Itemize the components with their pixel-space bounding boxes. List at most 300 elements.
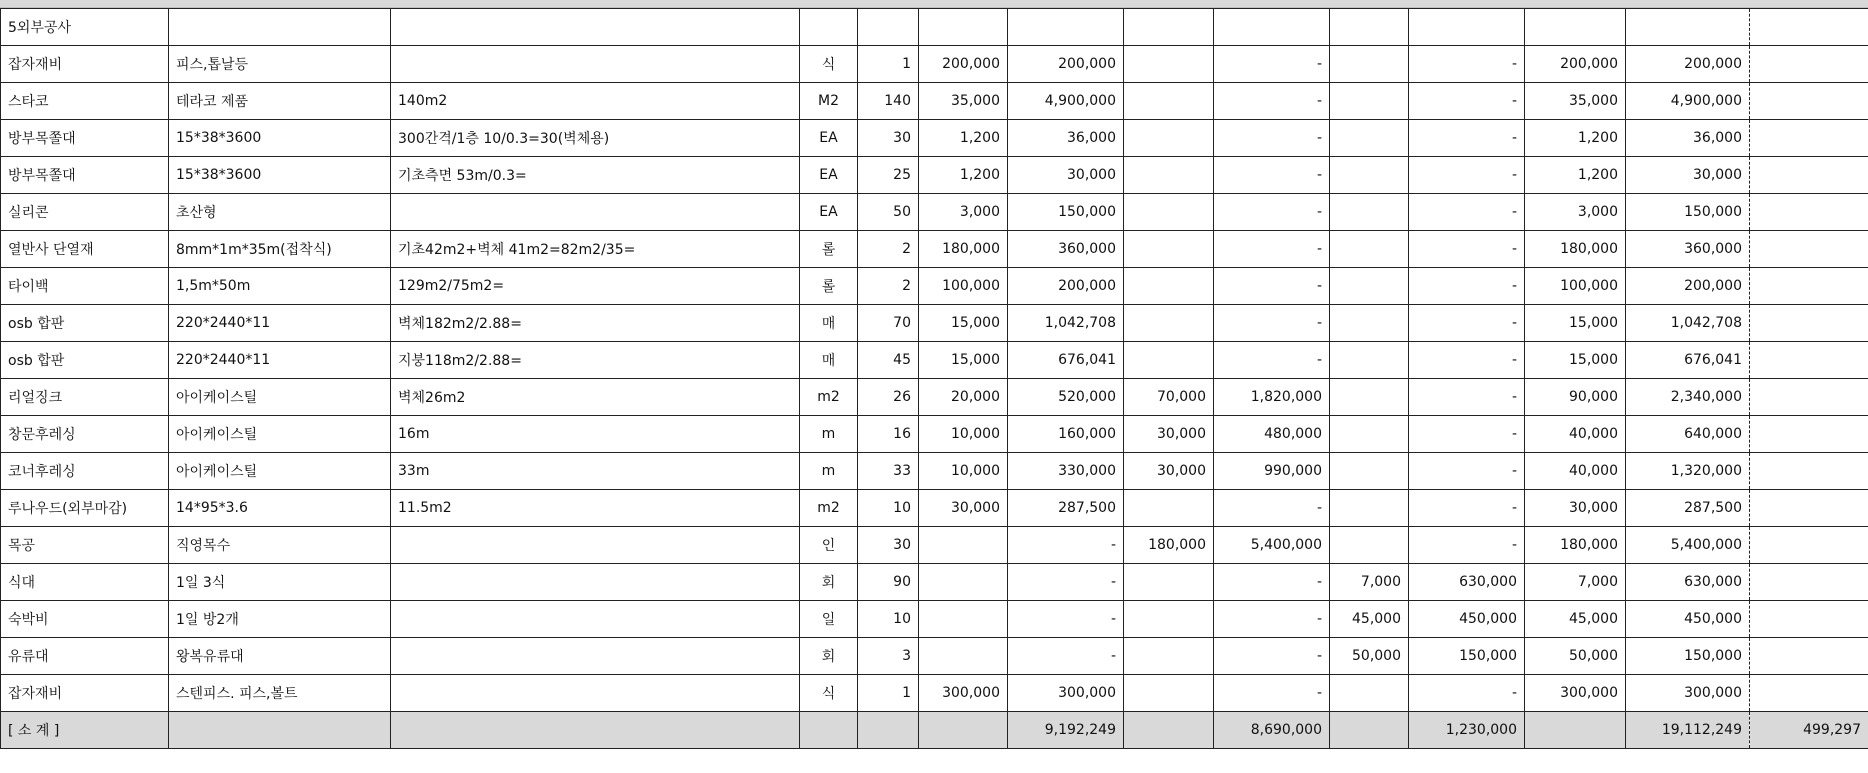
cell-extra[interactable]: [1750, 194, 1868, 231]
cell-labor-amount[interactable]: -: [1214, 638, 1330, 675]
cell-extra[interactable]: [1750, 564, 1868, 601]
table-row: [1, 564, 1868, 601]
cell-total-unit-price[interactable]: 1,200: [1525, 157, 1626, 194]
table-cell[interactable]: [1124, 9, 1214, 46]
cell-spec[interactable]: 초산형: [169, 194, 391, 231]
table-cell[interactable]: [169, 9, 391, 46]
cell-labor-unit-price[interactable]: [1124, 83, 1214, 120]
cell-extra[interactable]: [1750, 675, 1868, 712]
cell-labor-amount[interactable]: -: [1214, 194, 1330, 231]
cell-extra[interactable]: [1750, 601, 1868, 638]
table-cell[interactable]: [1008, 9, 1124, 46]
cell-note[interactable]: 기초측면 53m/0.3=: [391, 157, 800, 194]
cell-expense-amount[interactable]: -: [1409, 379, 1525, 416]
cell-note[interactable]: 지붕118m2/2.88=: [391, 342, 800, 379]
cell-note[interactable]: 16m: [391, 416, 800, 453]
cell-material-amount[interactable]: 360,000: [1008, 231, 1124, 268]
cell-item-name[interactable]: osb 합판: [1, 342, 169, 379]
cell-material-unit-price[interactable]: 1,200: [919, 120, 1008, 157]
subtotal-label[interactable]: [ 소 계 ]: [1, 712, 169, 749]
table-cell[interactable]: [1330, 9, 1409, 46]
cell-total-unit-price[interactable]: 40,000: [1525, 416, 1626, 453]
subtotal-expense-amount[interactable]: 1,230,000: [1409, 712, 1525, 749]
cell-note[interactable]: 벽체182m2/2.88=: [391, 305, 800, 342]
cell-labor-unit-price[interactable]: [1124, 564, 1214, 601]
table-cell[interactable]: [858, 9, 919, 46]
cell-spec[interactable]: 14*95*3.6: [169, 490, 391, 527]
cell-item-name[interactable]: 루나우드(외부마감): [1, 490, 169, 527]
cell-material-unit-price[interactable]: [919, 564, 1008, 601]
cell-expense-unit-price[interactable]: [1330, 453, 1409, 490]
cell-extra[interactable]: [1750, 268, 1868, 305]
previous-row-strip: [0, 0, 1868, 8]
cell-expense-unit-price[interactable]: [1330, 379, 1409, 416]
cell-note[interactable]: [391, 601, 800, 638]
table-cell[interactable]: [1525, 9, 1626, 46]
cell-material-amount[interactable]: 30,000: [1008, 157, 1124, 194]
cell-labor-amount[interactable]: -: [1214, 490, 1330, 527]
cell-material-amount[interactable]: 200,000: [1008, 46, 1124, 83]
cell-extra[interactable]: [1750, 527, 1868, 564]
cell-item-name[interactable]: 유류대: [1, 638, 169, 675]
cell-material-amount[interactable]: 200,000: [1008, 268, 1124, 305]
cell-quantity[interactable]: 26: [858, 379, 919, 416]
cell-unit[interactable]: 롤: [800, 268, 858, 305]
cell-quantity[interactable]: 2: [858, 268, 919, 305]
cell-item-name[interactable]: 잡자재비: [1, 46, 169, 83]
cell-extra[interactable]: [1750, 305, 1868, 342]
cell-expense-unit-price[interactable]: [1330, 490, 1409, 527]
cell-total-amount[interactable]: 2,340,000: [1626, 379, 1750, 416]
cell-unit[interactable]: 회: [800, 638, 858, 675]
cell-expense-unit-price[interactable]: [1330, 231, 1409, 268]
cell-expense-unit-price[interactable]: [1330, 675, 1409, 712]
cell-extra[interactable]: [1750, 120, 1868, 157]
cell-labor-unit-price[interactable]: 180,000: [1124, 527, 1214, 564]
table-row: [1, 83, 1868, 120]
cell-total-amount[interactable]: 1,042,708: [1626, 305, 1750, 342]
cell-item-name[interactable]: 목공: [1, 527, 169, 564]
cell-quantity[interactable]: 3: [858, 638, 919, 675]
subtotal-quantity[interactable]: [858, 712, 919, 749]
cell-material-amount[interactable]: -: [1008, 638, 1124, 675]
cell-material-unit-price[interactable]: 20,000: [919, 379, 1008, 416]
cell-total-unit-price[interactable]: 300,000: [1525, 675, 1626, 712]
cell-expense-unit-price[interactable]: [1330, 157, 1409, 194]
cell-total-unit-price[interactable]: 90,000: [1525, 379, 1626, 416]
cell-total-amount[interactable]: 30,000: [1626, 157, 1750, 194]
cell-note[interactable]: [391, 194, 800, 231]
cell-labor-amount[interactable]: -: [1214, 305, 1330, 342]
cell-material-amount[interactable]: -: [1008, 601, 1124, 638]
cell-labor-unit-price[interactable]: [1124, 305, 1214, 342]
cell-note[interactable]: 129m2/75m2=: [391, 268, 800, 305]
cell-labor-unit-price[interactable]: [1124, 601, 1214, 638]
cell-labor-amount[interactable]: -: [1214, 268, 1330, 305]
cell-expense-amount[interactable]: -: [1409, 120, 1525, 157]
cell-expense-unit-price[interactable]: [1330, 194, 1409, 231]
cell-expense-amount[interactable]: -: [1409, 453, 1525, 490]
cell-expense-amount[interactable]: -: [1409, 305, 1525, 342]
cell-quantity[interactable]: 1: [858, 675, 919, 712]
cell-expense-unit-price[interactable]: 50,000: [1330, 638, 1409, 675]
cell-note[interactable]: 33m: [391, 453, 800, 490]
cell-total-amount[interactable]: 360,000: [1626, 231, 1750, 268]
cell-material-unit-price[interactable]: [919, 601, 1008, 638]
subtotal-expense-unit-price[interactable]: [1330, 712, 1409, 749]
cell-total-unit-price[interactable]: 100,000: [1525, 268, 1626, 305]
table-row: [1, 601, 1868, 638]
table-cell[interactable]: [1750, 9, 1868, 46]
cell-unit[interactable]: m2: [800, 490, 858, 527]
cell-unit[interactable]: 매: [800, 342, 858, 379]
cell-extra[interactable]: [1750, 490, 1868, 527]
cell-note[interactable]: [391, 46, 800, 83]
cell-extra[interactable]: [1750, 46, 1868, 83]
table-row: [1, 675, 1868, 712]
cell-expense-unit-price[interactable]: [1330, 342, 1409, 379]
cell-quantity[interactable]: 70: [858, 305, 919, 342]
cell-unit[interactable]: m2: [800, 379, 858, 416]
cell-unit[interactable]: 일: [800, 601, 858, 638]
cell-unit[interactable]: EA: [800, 157, 858, 194]
cell-total-unit-price[interactable]: 15,000: [1525, 305, 1626, 342]
cell-material-amount[interactable]: 36,000: [1008, 120, 1124, 157]
subtotal-spec[interactable]: [169, 712, 391, 749]
cell-note[interactable]: 140m2: [391, 83, 800, 120]
cell-expense-unit-price[interactable]: [1330, 120, 1409, 157]
cell-labor-unit-price[interactable]: 30,000: [1124, 416, 1214, 453]
cell-material-unit-price[interactable]: 180,000: [919, 231, 1008, 268]
subtotal-labor-amount[interactable]: 8,690,000: [1214, 712, 1330, 749]
cell-expense-amount[interactable]: -: [1409, 675, 1525, 712]
cell-expense-amount[interactable]: -: [1409, 342, 1525, 379]
cell-item-name[interactable]: 리얼징크: [1, 379, 169, 416]
cell-extra[interactable]: [1750, 83, 1868, 120]
cell-labor-amount[interactable]: -: [1214, 83, 1330, 120]
table-cell[interactable]: [919, 9, 1008, 46]
estimate-table: [0, 8, 1868, 749]
table-row: [1, 342, 1868, 379]
cell-material-amount[interactable]: 150,000: [1008, 194, 1124, 231]
cell-total-amount[interactable]: 200,000: [1626, 46, 1750, 83]
cell-expense-amount[interactable]: -: [1409, 194, 1525, 231]
cell-material-unit-price[interactable]: 15,000: [919, 305, 1008, 342]
cell-material-unit-price[interactable]: [919, 527, 1008, 564]
cell-labor-amount[interactable]: -: [1214, 675, 1330, 712]
cell-spec[interactable]: 15*38*3600: [169, 120, 391, 157]
cell-material-amount[interactable]: 676,041: [1008, 342, 1124, 379]
cell-spec[interactable]: 피스,톱날등: [169, 46, 391, 83]
cell-unit[interactable]: 롤: [800, 231, 858, 268]
cell-note[interactable]: 300간격/1층 10/0.3=30(벽체용): [391, 120, 800, 157]
table-cell[interactable]: [1214, 9, 1330, 46]
subtotal-material-unit-price[interactable]: [919, 712, 1008, 749]
cell-material-amount[interactable]: 4,900,000: [1008, 83, 1124, 120]
subtotal-total-unit-price[interactable]: [1525, 712, 1626, 749]
cell-labor-amount[interactable]: 480,000: [1214, 416, 1330, 453]
subtotal-labor-unit-price[interactable]: [1124, 712, 1214, 749]
cell-unit[interactable]: 매: [800, 305, 858, 342]
table-cell[interactable]: [391, 9, 800, 46]
cell-spec[interactable]: 테라코 제품: [169, 83, 391, 120]
cell-labor-unit-price[interactable]: [1124, 231, 1214, 268]
cell-spec[interactable]: 아이케이스틸: [169, 453, 391, 490]
cell-extra[interactable]: [1750, 416, 1868, 453]
cell-note[interactable]: 기초42m2+벽체 41m2=82m2/35=: [391, 231, 800, 268]
cell-spec[interactable]: 220*2440*11: [169, 305, 391, 342]
cell-expense-unit-price[interactable]: [1330, 527, 1409, 564]
cell-labor-unit-price[interactable]: [1124, 638, 1214, 675]
cell-quantity[interactable]: 140: [858, 83, 919, 120]
cell-material-unit-price[interactable]: 200,000: [919, 46, 1008, 83]
cell-expense-unit-price[interactable]: [1330, 268, 1409, 305]
cell-total-amount[interactable]: 630,000: [1626, 564, 1750, 601]
cell-expense-amount[interactable]: -: [1409, 83, 1525, 120]
subtotal-row: [1, 712, 1868, 749]
cell-item-name[interactable]: osb 합판: [1, 305, 169, 342]
table-cell[interactable]: [1626, 9, 1750, 46]
cell-quantity[interactable]: 2: [858, 231, 919, 268]
cell-expense-amount[interactable]: -: [1409, 490, 1525, 527]
cell-labor-unit-price[interactable]: [1124, 157, 1214, 194]
cell-labor-amount[interactable]: -: [1214, 120, 1330, 157]
cell-note[interactable]: [391, 675, 800, 712]
cell-quantity[interactable]: 25: [858, 157, 919, 194]
cell-total-amount[interactable]: 150,000: [1626, 638, 1750, 675]
cell-item-name[interactable]: 타이백: [1, 268, 169, 305]
cell-unit[interactable]: EA: [800, 194, 858, 231]
cell-labor-unit-price[interactable]: 70,000: [1124, 379, 1214, 416]
cell-unit[interactable]: m: [800, 453, 858, 490]
cell-spec[interactable]: 1일 방2개: [169, 601, 391, 638]
cell-item-name[interactable]: 스타코: [1, 83, 169, 120]
cell-note[interactable]: [391, 527, 800, 564]
cell-quantity[interactable]: 30: [858, 120, 919, 157]
cell-total-amount[interactable]: 5,400,000: [1626, 527, 1750, 564]
cell-spec[interactable]: 스텐피스. 피스,볼트: [169, 675, 391, 712]
cell-expense-amount[interactable]: -: [1409, 46, 1525, 83]
cell-material-amount[interactable]: 160,000: [1008, 416, 1124, 453]
cell-labor-amount[interactable]: 990,000: [1214, 453, 1330, 490]
cell-spec[interactable]: 220*2440*11: [169, 342, 391, 379]
cell-expense-unit-price[interactable]: 7,000: [1330, 564, 1409, 601]
section-title-row: [1, 9, 1868, 46]
cell-material-unit-price[interactable]: 30,000: [919, 490, 1008, 527]
cell-spec[interactable]: 왕복유류대: [169, 638, 391, 675]
table-row: [1, 46, 1868, 83]
cell-unit[interactable]: 인: [800, 527, 858, 564]
subtotal-unit[interactable]: [800, 712, 858, 749]
table-row: [1, 120, 1868, 157]
cell-total-unit-price[interactable]: 35,000: [1525, 83, 1626, 120]
cell-material-unit-price[interactable]: 15,000: [919, 342, 1008, 379]
cell-labor-unit-price[interactable]: [1124, 490, 1214, 527]
cell-total-amount[interactable]: 150,000: [1626, 194, 1750, 231]
cell-item-name[interactable]: 실리콘: [1, 194, 169, 231]
cell-spec[interactable]: 1,5m*50m: [169, 268, 391, 305]
cell-extra[interactable]: [1750, 638, 1868, 675]
cell-item-name[interactable]: 방부목쫄대: [1, 157, 169, 194]
cell-total-unit-price[interactable]: 30,000: [1525, 490, 1626, 527]
cell-expense-amount[interactable]: -: [1409, 231, 1525, 268]
cell-extra[interactable]: [1750, 379, 1868, 416]
cell-material-unit-price[interactable]: 100,000: [919, 268, 1008, 305]
cell-total-unit-price[interactable]: 15,000: [1525, 342, 1626, 379]
cell-material-unit-price[interactable]: 3,000: [919, 194, 1008, 231]
cell-total-amount[interactable]: 36,000: [1626, 120, 1750, 157]
cell-labor-amount[interactable]: 5,400,000: [1214, 527, 1330, 564]
cell-quantity[interactable]: 90: [858, 564, 919, 601]
cell-expense-unit-price[interactable]: [1330, 46, 1409, 83]
cell-labor-unit-price[interactable]: [1124, 675, 1214, 712]
cell-spec[interactable]: 직영목수: [169, 527, 391, 564]
cell-total-amount[interactable]: 450,000: [1626, 601, 1750, 638]
cell-material-amount[interactable]: 520,000: [1008, 379, 1124, 416]
cell-material-unit-price[interactable]: 1,200: [919, 157, 1008, 194]
cell-quantity[interactable]: 10: [858, 601, 919, 638]
subtotal-material-amount[interactable]: 9,192,249: [1008, 712, 1124, 749]
table-row: [1, 416, 1868, 453]
cell-quantity[interactable]: 30: [858, 527, 919, 564]
cell-expense-amount[interactable]: 630,000: [1409, 564, 1525, 601]
cell-material-unit-price[interactable]: [919, 638, 1008, 675]
cell-labor-unit-price[interactable]: [1124, 342, 1214, 379]
table-cell[interactable]: [800, 9, 858, 46]
cell-quantity[interactable]: 33: [858, 453, 919, 490]
cell-unit[interactable]: EA: [800, 120, 858, 157]
cell-quantity[interactable]: 1: [858, 46, 919, 83]
cell-item-name[interactable]: 창문후레싱: [1, 416, 169, 453]
cell-item-name[interactable]: 방부목쫄대: [1, 120, 169, 157]
cell-note[interactable]: 11.5m2: [391, 490, 800, 527]
cell-labor-unit-price[interactable]: 30,000: [1124, 453, 1214, 490]
cell-material-amount[interactable]: 1,042,708: [1008, 305, 1124, 342]
cell-labor-unit-price[interactable]: [1124, 268, 1214, 305]
cell-unit[interactable]: 식: [800, 46, 858, 83]
cell-quantity[interactable]: 10: [858, 490, 919, 527]
cell-material-unit-price[interactable]: 10,000: [919, 416, 1008, 453]
cell-labor-amount[interactable]: -: [1214, 601, 1330, 638]
cell-labor-amount[interactable]: -: [1214, 46, 1330, 83]
cell-total-amount[interactable]: 1,320,000: [1626, 453, 1750, 490]
cell-unit[interactable]: m: [800, 416, 858, 453]
cell-material-unit-price[interactable]: 35,000: [919, 83, 1008, 120]
cell-extra[interactable]: [1750, 342, 1868, 379]
cell-item-name[interactable]: 숙박비: [1, 601, 169, 638]
cell-total-unit-price[interactable]: 45,000: [1525, 601, 1626, 638]
cell-total-amount[interactable]: 676,041: [1626, 342, 1750, 379]
cell-spec[interactable]: 아이케이스틸: [169, 379, 391, 416]
section-title[interactable]: 5외부공사: [1, 9, 169, 46]
subtotal-total-amount[interactable]: 19,112,249: [1626, 712, 1750, 749]
cell-item-name[interactable]: 열반사 단열재: [1, 231, 169, 268]
cell-labor-amount[interactable]: 1,820,000: [1214, 379, 1330, 416]
cell-material-amount[interactable]: -: [1008, 527, 1124, 564]
cell-item-name[interactable]: 잡자재비: [1, 675, 169, 712]
cell-quantity[interactable]: 16: [858, 416, 919, 453]
table-row: [1, 194, 1868, 231]
cell-labor-unit-price[interactable]: [1124, 194, 1214, 231]
cell-extra[interactable]: [1750, 453, 1868, 490]
cell-total-unit-price[interactable]: 7,000: [1525, 564, 1626, 601]
cell-labor-amount[interactable]: -: [1214, 157, 1330, 194]
cell-spec[interactable]: 아이케이스틸: [169, 416, 391, 453]
subtotal-extra[interactable]: 499,297: [1750, 712, 1868, 749]
cell-total-amount[interactable]: 287,500: [1626, 490, 1750, 527]
cell-spec[interactable]: 15*38*3600: [169, 157, 391, 194]
cell-note[interactable]: [391, 638, 800, 675]
cell-spec[interactable]: 8mm*1m*35m(접착식): [169, 231, 391, 268]
cell-expense-amount[interactable]: -: [1409, 268, 1525, 305]
table-row: [1, 231, 1868, 268]
table-row: [1, 453, 1868, 490]
cell-material-amount[interactable]: 287,500: [1008, 490, 1124, 527]
cell-expense-unit-price[interactable]: [1330, 416, 1409, 453]
cell-spec[interactable]: 1일 3식: [169, 564, 391, 601]
cell-note[interactable]: 벽체26m2: [391, 379, 800, 416]
cell-quantity[interactable]: 45: [858, 342, 919, 379]
cell-note[interactable]: [391, 564, 800, 601]
cell-material-amount[interactable]: -: [1008, 564, 1124, 601]
cell-expense-amount[interactable]: -: [1409, 527, 1525, 564]
cell-total-amount[interactable]: 200,000: [1626, 268, 1750, 305]
cell-extra[interactable]: [1750, 157, 1868, 194]
table-row: [1, 305, 1868, 342]
cell-unit[interactable]: 회: [800, 564, 858, 601]
cell-expense-amount[interactable]: 450,000: [1409, 601, 1525, 638]
cell-labor-unit-price[interactable]: [1124, 46, 1214, 83]
cell-total-unit-price[interactable]: 40,000: [1525, 453, 1626, 490]
cell-total-unit-price[interactable]: 50,000: [1525, 638, 1626, 675]
cell-expense-unit-price[interactable]: [1330, 305, 1409, 342]
cell-total-unit-price[interactable]: 180,000: [1525, 231, 1626, 268]
cell-expense-unit-price[interactable]: [1330, 83, 1409, 120]
cell-unit[interactable]: M2: [800, 83, 858, 120]
cell-material-amount[interactable]: 330,000: [1008, 453, 1124, 490]
cell-total-unit-price[interactable]: 180,000: [1525, 527, 1626, 564]
cell-item-name[interactable]: 코너후레싱: [1, 453, 169, 490]
table-cell[interactable]: [1409, 9, 1525, 46]
cell-expense-amount[interactable]: 150,000: [1409, 638, 1525, 675]
cell-total-unit-price[interactable]: 200,000: [1525, 46, 1626, 83]
cell-expense-amount[interactable]: -: [1409, 157, 1525, 194]
cell-labor-amount[interactable]: -: [1214, 231, 1330, 268]
cell-expense-unit-price[interactable]: 45,000: [1330, 601, 1409, 638]
cell-material-unit-price[interactable]: 10,000: [919, 453, 1008, 490]
cell-total-amount[interactable]: 640,000: [1626, 416, 1750, 453]
cell-material-amount[interactable]: 300,000: [1008, 675, 1124, 712]
table-row: [1, 157, 1868, 194]
cell-unit[interactable]: 식: [800, 675, 858, 712]
cell-total-unit-price[interactable]: 3,000: [1525, 194, 1626, 231]
cell-expense-amount[interactable]: -: [1409, 416, 1525, 453]
cell-labor-unit-price[interactable]: [1124, 120, 1214, 157]
cell-item-name[interactable]: 식대: [1, 564, 169, 601]
cell-labor-amount[interactable]: -: [1214, 564, 1330, 601]
cell-total-amount[interactable]: 300,000: [1626, 675, 1750, 712]
cell-material-unit-price[interactable]: 300,000: [919, 675, 1008, 712]
subtotal-note[interactable]: [391, 712, 800, 749]
cell-extra[interactable]: [1750, 231, 1868, 268]
table-row: [1, 638, 1868, 675]
cell-total-unit-price[interactable]: 1,200: [1525, 120, 1626, 157]
cell-labor-amount[interactable]: -: [1214, 342, 1330, 379]
table-row: [1, 379, 1868, 416]
cell-quantity[interactable]: 50: [858, 194, 919, 231]
cell-total-amount[interactable]: 4,900,000: [1626, 83, 1750, 120]
table-row: [1, 527, 1868, 564]
